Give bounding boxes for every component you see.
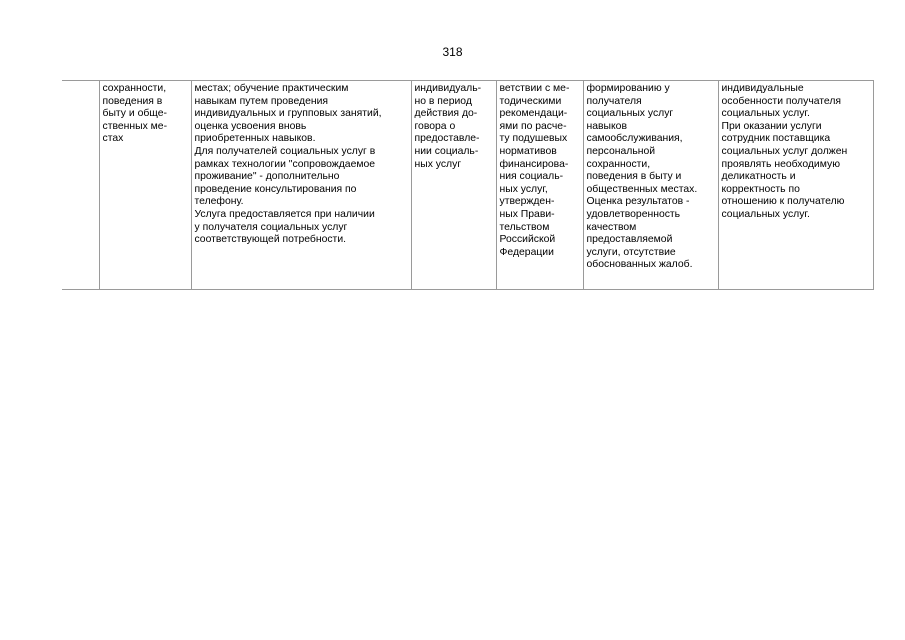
table-cell-service-financing: ветствии с ме- тодическими рекомендаци- ями по расче- ту подушевых нормативов финансирова- ния социаль- ных услуг, утвержден- ных Прави- тельством Российской Федерации xyxy=(496,81,583,290)
table-cell-service-period: индивидуаль- но в период действия до- говора о предоставле- нии социаль- ных услуг xyxy=(411,81,496,290)
table-cell-service-evaluation: формированию у получателя социальных услуг навыков самообслуживания, персональной сохранности, поведения в быту и общественных местах. Оценка результатов - удовлетворенность качеством предоставляемой услуги, отсутствие обоснованных жалоб. xyxy=(583,81,718,290)
page-number: 318 xyxy=(442,45,463,59)
table-cell-number xyxy=(62,81,99,290)
services-table xyxy=(62,80,874,290)
table-cell-service-name: сохранности, поведения в быту и обще- ственных ме- стах xyxy=(99,81,191,290)
table-row xyxy=(62,81,873,290)
table-cell-service-description: местах; обучение практическим навыкам путем проведения индивидуальных и групповых занятий, оценка усвоения вновь приобретенных навыков. Для получателей социальных услуг в рамках технологии "сопровождаемое проживание" - дополнительно проведение консультирования по телефону. Услуга предоставляется при наличии у получателя социальных услуг соответствующей потребности. xyxy=(191,81,411,290)
table-cell-service-conditions: индивидуальные особенности получателя социальных услуг. При оказании услуги сотрудник поставщика социальных услуг должен проявлять необходимую деликатность и корректность по отношению к получателю социальных услуг. xyxy=(718,81,873,290)
